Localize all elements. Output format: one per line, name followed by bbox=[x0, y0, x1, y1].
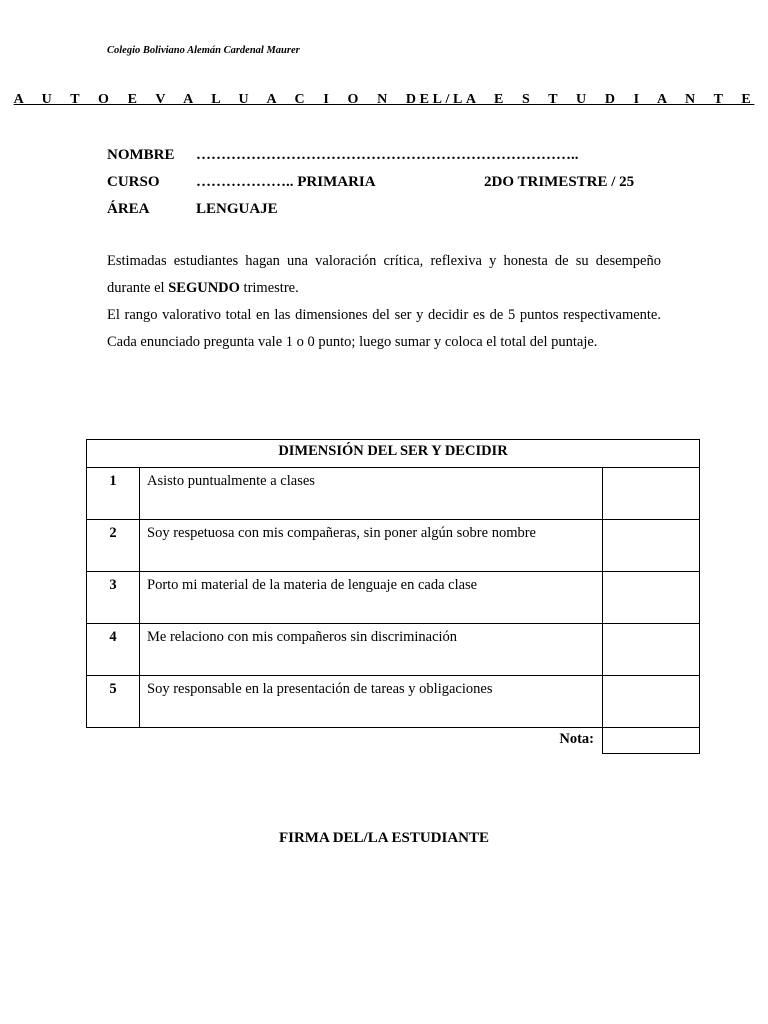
table-row bbox=[87, 676, 700, 728]
row-statement: Asisto puntualmente a clases bbox=[140, 468, 603, 520]
row-statement: Porto mi material de la materia de lenguaje en cada clase bbox=[140, 572, 603, 624]
evaluation-table bbox=[86, 439, 700, 754]
score-cell[interactable] bbox=[603, 624, 700, 676]
document-title bbox=[0, 92, 768, 108]
nombre-label: NOMBRE bbox=[107, 147, 175, 163]
instructions-paragraph-2: El rango valorativo total en las dimensiones del ser y decidir es de 5 puntos respectivamente. Cada enunciado pregunta vale 1 o 0 punto; luego sumar y coloca el total del puntaje. bbox=[107, 307, 661, 350]
instructions-text-1a: Estimadas estudiantes hagan una valoración crítica, reflexiva y honesta de su desempeño durante el bbox=[107, 253, 661, 296]
table-row bbox=[87, 520, 700, 572]
nota-box[interactable] bbox=[603, 728, 700, 754]
table-row bbox=[87, 572, 700, 624]
table-heading: DIMENSIÓN DEL SER Y DECIDIR bbox=[87, 440, 700, 468]
nombre-value: ………………………………………………………………….. bbox=[196, 147, 579, 163]
row-number: 2 bbox=[87, 520, 140, 572]
curso-value: ……………….. PRIMARIA bbox=[196, 174, 376, 190]
area-value: LENGUAJE bbox=[196, 201, 278, 217]
table-row bbox=[87, 468, 700, 520]
row-number: 5 bbox=[87, 676, 140, 728]
table-header-row bbox=[87, 440, 700, 468]
signature-label: FIRMA DEL/LA ESTUDIANTE bbox=[278, 830, 490, 846]
trimestre-label: 2DO TRIMESTRE / 25 bbox=[484, 174, 635, 190]
row-statement: Soy respetuosa con mis compañeras, sin poner algún sobre nombre bbox=[140, 520, 603, 572]
nota-label: Nota: bbox=[559, 731, 594, 747]
table-row bbox=[87, 624, 700, 676]
score-cell[interactable] bbox=[603, 468, 700, 520]
row-statement: Me relaciono con mis compañeros sin discriminación bbox=[140, 624, 603, 676]
document-title-text: A U T O E V A L U A C I O N DEL/LA E S T U D I A N T E bbox=[13, 92, 755, 107]
instructions bbox=[107, 248, 661, 356]
instructions-bold-segundo: SEGUNDO bbox=[168, 280, 240, 296]
curso-label: CURSO bbox=[107, 174, 160, 190]
area-label: ÁREA bbox=[107, 201, 150, 217]
row-number: 4 bbox=[87, 624, 140, 676]
score-cell[interactable] bbox=[603, 676, 700, 728]
row-number: 1 bbox=[87, 468, 140, 520]
row-number: 3 bbox=[87, 572, 140, 624]
score-cell[interactable] bbox=[603, 520, 700, 572]
instructions-paragraph-1 bbox=[107, 248, 661, 302]
school-name: Colegio Boliviano Alemán Cardenal Maurer bbox=[107, 45, 300, 56]
nota-row bbox=[87, 728, 700, 754]
score-cell[interactable] bbox=[603, 572, 700, 624]
instructions-text-1b: trimestre. bbox=[239, 280, 299, 296]
row-statement: Soy responsable en la presentación de tareas y obligaciones bbox=[140, 676, 603, 728]
